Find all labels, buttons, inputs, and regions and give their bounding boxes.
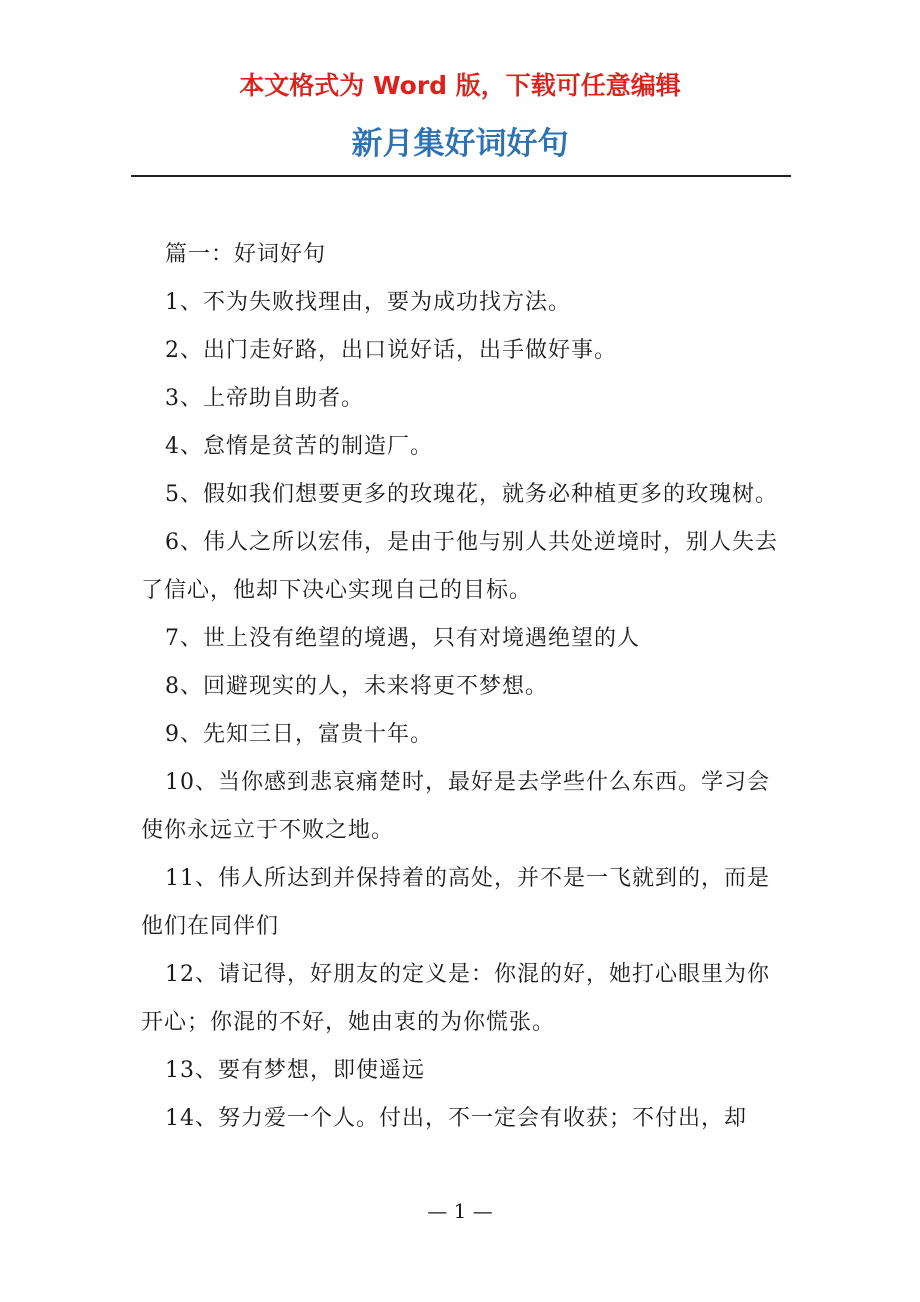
list-item: 11、伟人所达到并保持着的高处，并不是一飞就到的，而是他们在同伴们 [141,866,770,939]
list-item: 3、上帝助自助者。 [165,386,364,411]
list-item: 2、出门走好路，出口说好话，出手做好事。 [165,338,617,363]
list-item: 9、先知三日，富贵十年。 [165,722,433,747]
list-item: 6、伟人之所以宏伟，是由于他与别人共处逆境时，别人失去了信心，他却下决心实现自己的目标。 [141,530,778,603]
list-item: 13、要有梦想，即使遥远 [165,1058,425,1083]
list-item: 12、请记得，好朋友的定义是：你混的好，她打心眼里为你开心；你混的不好，她由衷的为你慌张。 [141,962,770,1035]
list-item: 7、世上没有绝望的境遇，只有对境遇绝望的人 [165,626,640,651]
list-item: 5、假如我们想要更多的玫瑰花，就务必种植更多的玫瑰树。 [165,482,778,507]
list-item: 4、怠惰是贫苦的制造厂。 [165,434,433,459]
title-divider [131,175,791,177]
document-body [141,231,783,1143]
list-item: 10、当你感到悲哀痛楚时，最好是去学些什么东西。学习会使你永远立于不败之地。 [141,770,770,843]
section-heading: 篇一：好词好句 [165,242,327,267]
page-number: — 1 — [427,1199,493,1223]
list-item: 8、回避现实的人，未来将更不梦想。 [165,674,548,699]
list-item: 1、不为失败找理由，要为成功找方法。 [165,290,571,315]
list-item: 14、努力爱一个人。付出，不一定会有收获；不付出，却 [165,1106,747,1131]
document-title: 新月集好词好句 [351,126,569,162]
format-notice: 本文格式为 Word 版，下载可任意编辑 [239,71,681,100]
